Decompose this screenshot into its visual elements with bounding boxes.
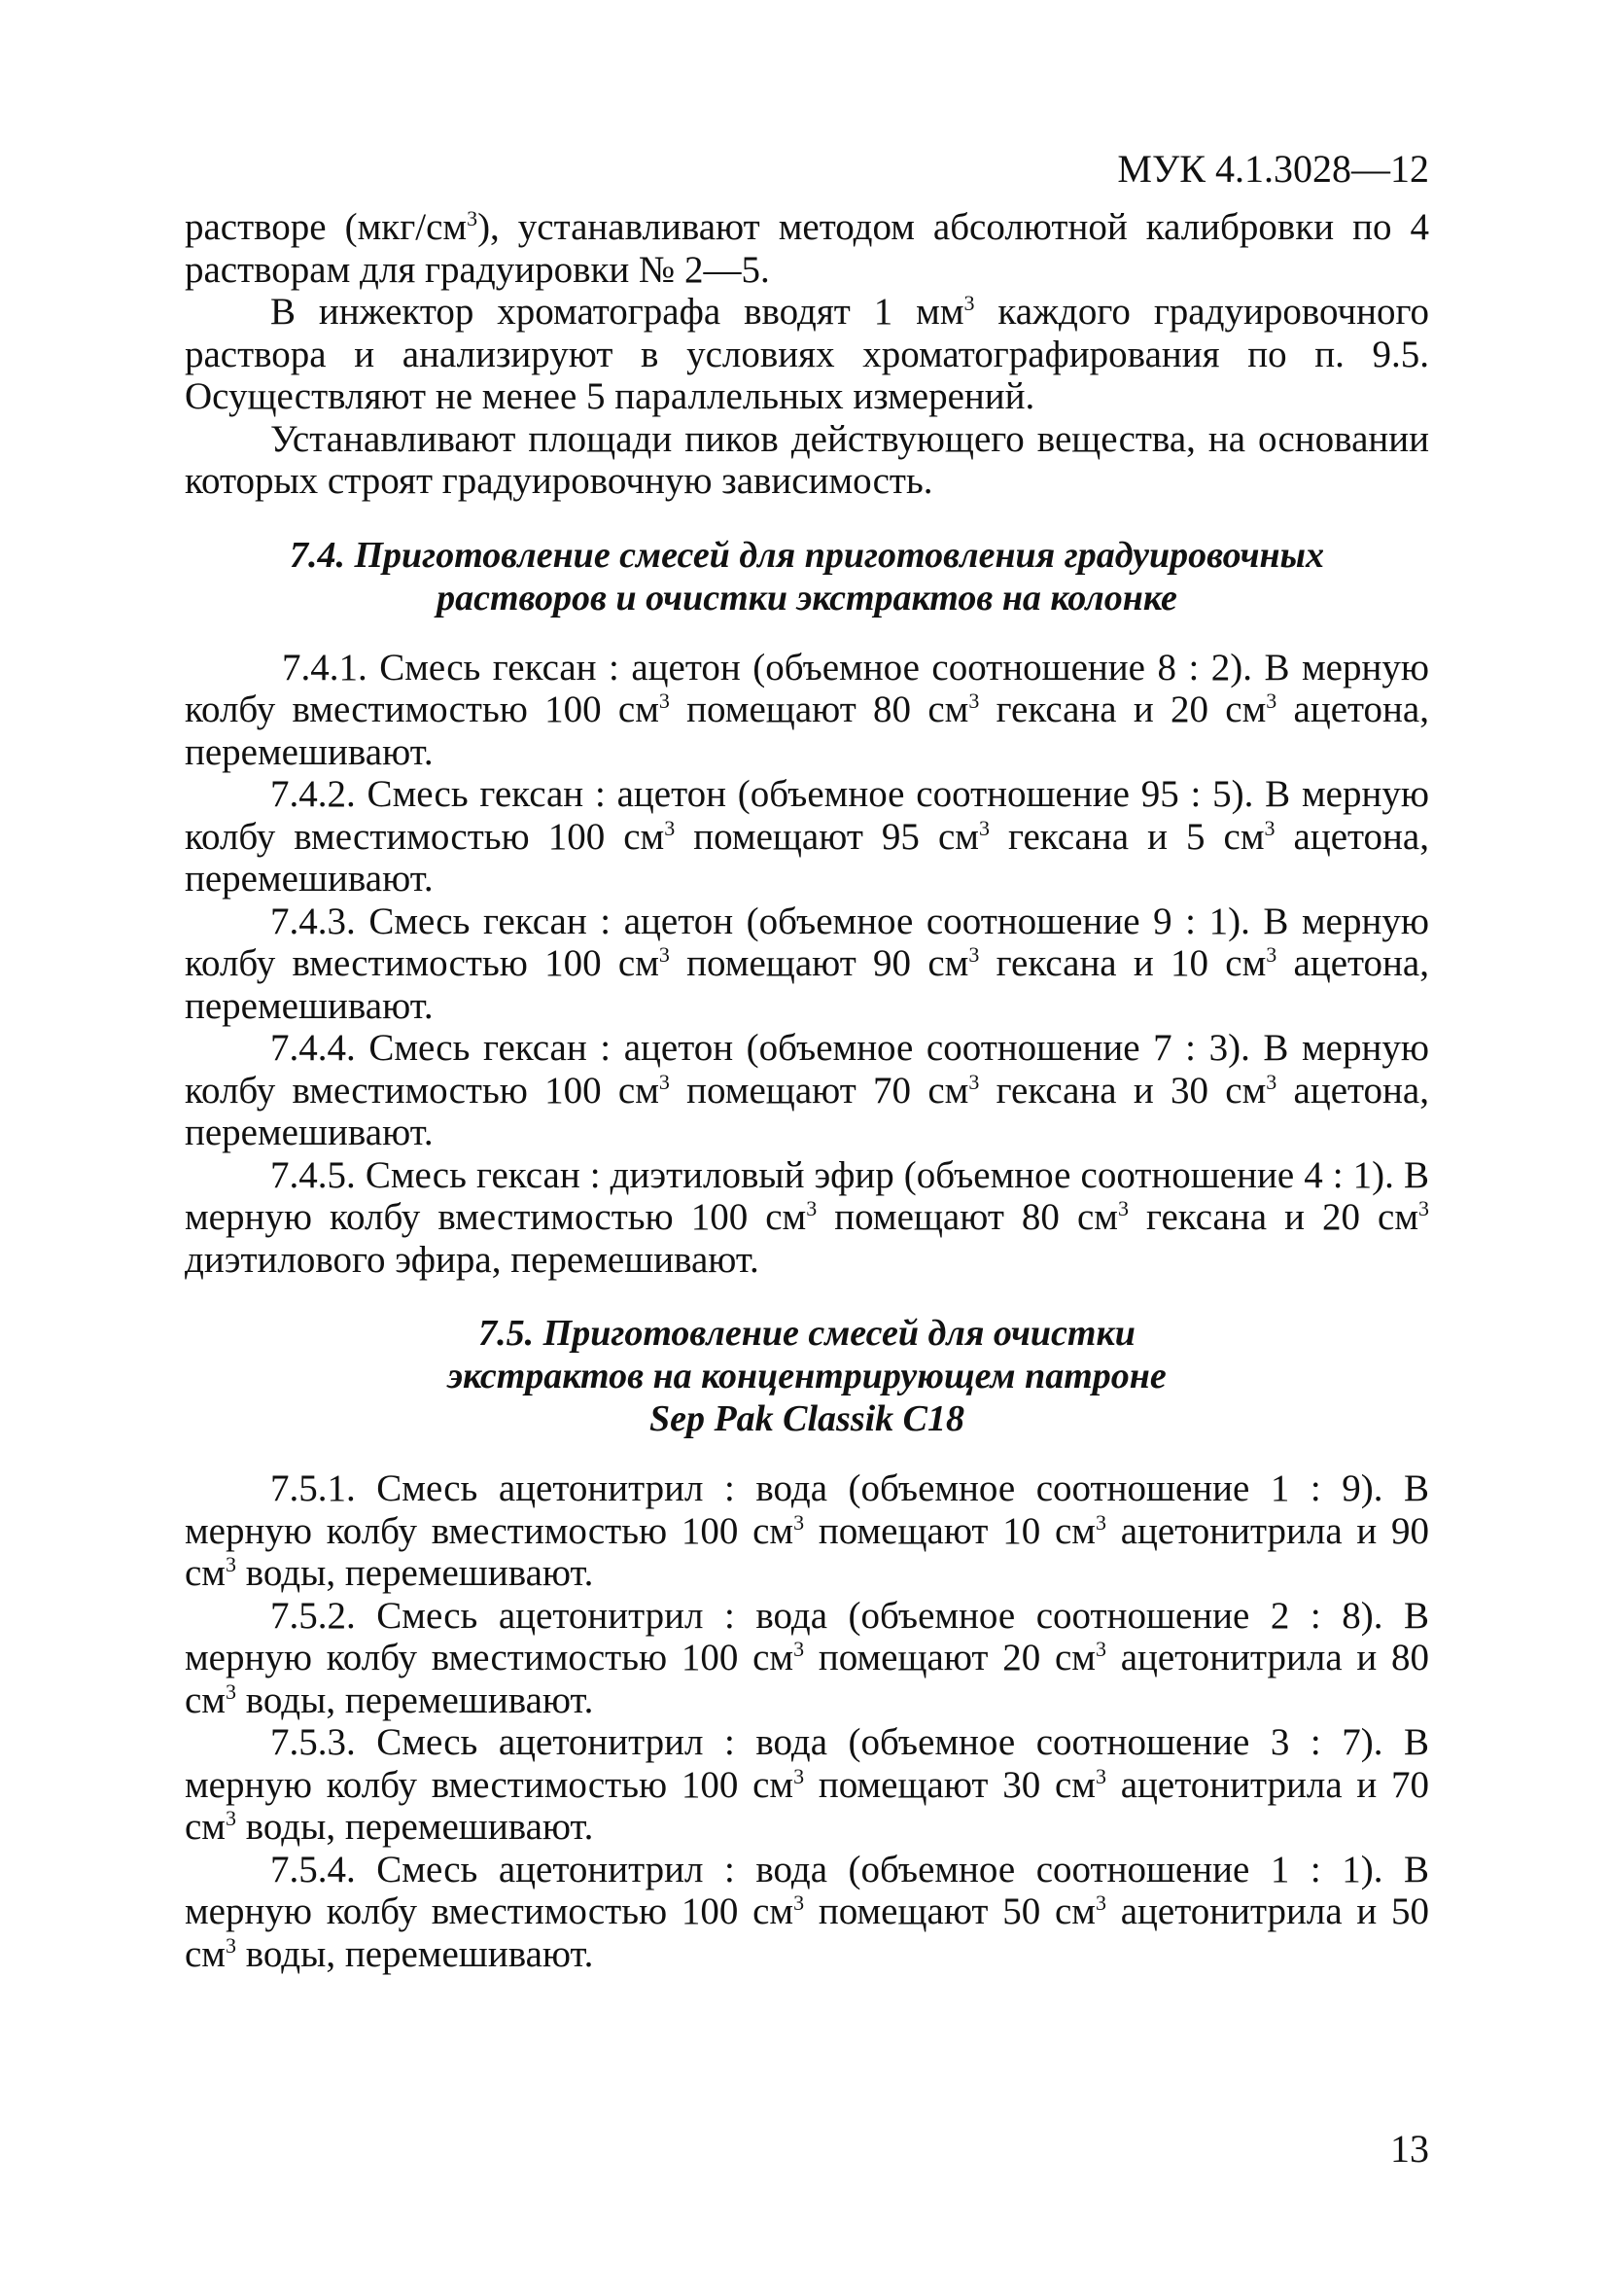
intro-paragraph-peak-areas: Устанавливают площади пиков действующего вещества, на основании которых строят градуировочную зависимость. xyxy=(185,417,1429,502)
intro-paragraph-continuation: растворе $(мкг/см^3)$, устанавливают методом абсолютной калибровки по 4 растворам для градуировки № 2—5. xyxy=(185,206,1429,291)
section-7-5-heading xyxy=(185,1312,1429,1440)
item-7-4-5: 7.4.5. Смесь гексан : диэтиловый эфир (объемное соотношение 4 : 1). В мерную колбу вместимостью 100 $см^3$ помещают 80 $см^3$ гексана и 20 $см^3$ диэтилового эфира, перемешивают. xyxy=(185,1153,1429,1281)
item-7-4-4: 7.4.4. Смесь гексан : ацетон (объемное соотношение 7 : 3). В мерную колбу вместимостью 100 $см^3$ помещают 70 $см^3$ гексана и 30 $см^3$ ацетона, перемешивают. xyxy=(185,1027,1429,1153)
item-7-5-1: 7.5.1. Смесь ацетонитрил : вода (объемное соотношение 1 : 9). В мерную колбу вместимостью 100 $см^3$ помещают 10 $см^3$ ацетонитрила и 90 $см^3$ воды, перемешивают. xyxy=(185,1467,1430,1594)
section-7-5-heading-line-2: экстрактов на концентрирующем патроне xyxy=(447,1356,1167,1396)
section-7-4-heading xyxy=(185,534,1429,619)
item-7-4-1: 7.4.1. Смесь гексан : ацетон (объемное соотношение 8 : 2). В мерную колбу вместимостью 100 $см^3$ помещают 80 $см^3$ гексана и 20 $см^3$ ацетона, перемешивают. xyxy=(185,646,1429,773)
running-header: МУК 4.1.3028—12 xyxy=(1117,147,1429,191)
item-7-4-2: 7.4.2. Смесь гексан : ацетон (объемное соотношение 95 : 5). В мерную колбу вместимостью 100 $см^3$ помещают 95 $см^3$ гексана и 5 $см^3$ ацетона, перемешивают. xyxy=(185,773,1429,900)
item-7-5-4: 7.5.4. Смесь ацетонитрил : вода (объемное соотношение 1 : 1). В мерную колбу вместимостью 100 $см^3$ помещают 50 $см^3$ ацетонитрила и 50 $см^3$ воды, перемешивают. xyxy=(185,1848,1430,1975)
page-number: 13 xyxy=(1390,2127,1429,2171)
section-7-4-heading-line-1: 7.4. Приготовление смесей для приготовления градуировочных xyxy=(289,534,1325,576)
item-7-5-2: 7.5.2. Смесь ацетонитрил : вода (объемное соотношение 2 : 8). В мерную колбу вместимостью 100 $см^3$ помещают 20 $см^3$ ацетонитрила и 80 $см^3$ воды, перемешивают. xyxy=(185,1594,1430,1721)
item-7-4-3: 7.4.3. Смесь гексан : ацетон (объемное соотношение 9 : 1). В мерную колбу вместимостью 100 $см^3$ помещают 90 $см^3$ гексана и 10 $см^3$ ацетона, перемешивают. xyxy=(185,900,1429,1027)
section-7-5-heading-line-1: 7.5. Приготовление смесей для очистки xyxy=(478,1313,1136,1354)
intro-paragraph-injection: В инжектор хроматографа вводят 1 $мм^3$ каждого градуировочного раствора и анализируют в условиях хроматографирования по п. 9.5. Осуществляют не менее 5 параллельных измерений. xyxy=(185,291,1429,417)
document-page xyxy=(185,146,1429,1975)
section-7-4-heading-line-2: растворов и очистки экстрактов на колонке xyxy=(437,577,1177,618)
item-7-5-3: 7.5.3. Смесь ацетонитрил : вода (объемное соотношение 3 : 7). В мерную колбу вместимостью 100 $см^3$ помещают 30 $см^3$ ацетонитрила и 70 $см^3$ воды, перемешивают. xyxy=(185,1721,1430,1848)
section-7-5-heading-line-3: Sep Pak Classik C18 xyxy=(648,1398,965,1439)
